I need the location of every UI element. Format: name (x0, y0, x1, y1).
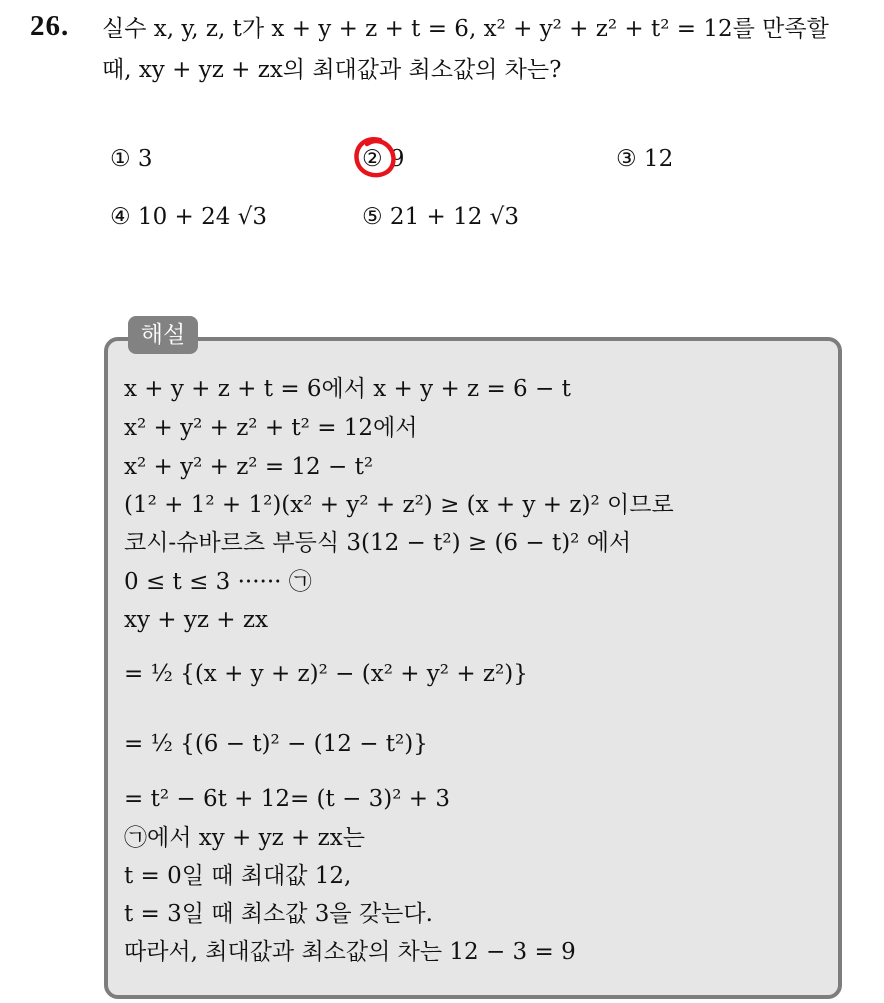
choice-1[interactable]: ① 3 (110, 146, 153, 172)
question-text-line-1: 실수 x, y, z, t가 x + y + z + t = 6, x² + y² + z² + t² = 12를 만족할 (102, 16, 829, 42)
choice-5[interactable]: ⑤ 21 + 12 √3 (362, 204, 519, 230)
choice-4[interactable]: ④ 10 + 24 √3 (110, 204, 267, 230)
solution-line: t = 3일 때 최소값 3을 갖는다. (124, 901, 433, 927)
solution-line: x² + y² + z² = 12 − t² (124, 454, 374, 480)
choice-2[interactable]: ② 9 (362, 146, 405, 172)
answer-circle-stroke (356, 139, 393, 175)
choice-3[interactable]: ③ 12 (616, 146, 674, 172)
solution-line: x² + y² + z² + t² = 12에서 (124, 415, 418, 441)
solution-line: = t² − 6t + 12= (t − 3)² + 3 (124, 786, 451, 812)
solution-line: ㉠에서 xy + yz + zx는 (124, 825, 365, 851)
solution-line: = ½ {(x + y + z)² − (x² + y² + z²)} (124, 661, 528, 687)
solution-line: (1² + 1² + 1²)(x² + y² + z²) ≥ (x + y + z)² 이므로 (124, 492, 674, 518)
question-text-line-2: 때, xy + yz + zx의 최대값과 최소값의 차는? (102, 57, 562, 83)
solution-tab-label: 해설 (128, 316, 198, 354)
answer-circle-mark-icon (350, 134, 400, 182)
solution-line: 코시-슈바르츠 부등식 3(12 − t²) ≥ (6 − t)² 에서 (124, 530, 632, 556)
question-number: 26. (30, 10, 70, 42)
solution-line: 0 ≤ t ≤ 3 ······ ㉠ (124, 569, 312, 595)
solution-line: t = 0일 때 최대값 12, (124, 863, 352, 889)
solution-line: xy + yz + zx (124, 607, 268, 633)
solution-line: x + y + z + t = 6에서 x + y + z = 6 − t (124, 376, 571, 402)
solution-line: = ½ {(6 − t)² − (12 − t²)} (124, 731, 428, 757)
solution-line: 따라서, 최대값과 최소값의 차는 12 − 3 = 9 (124, 939, 576, 965)
